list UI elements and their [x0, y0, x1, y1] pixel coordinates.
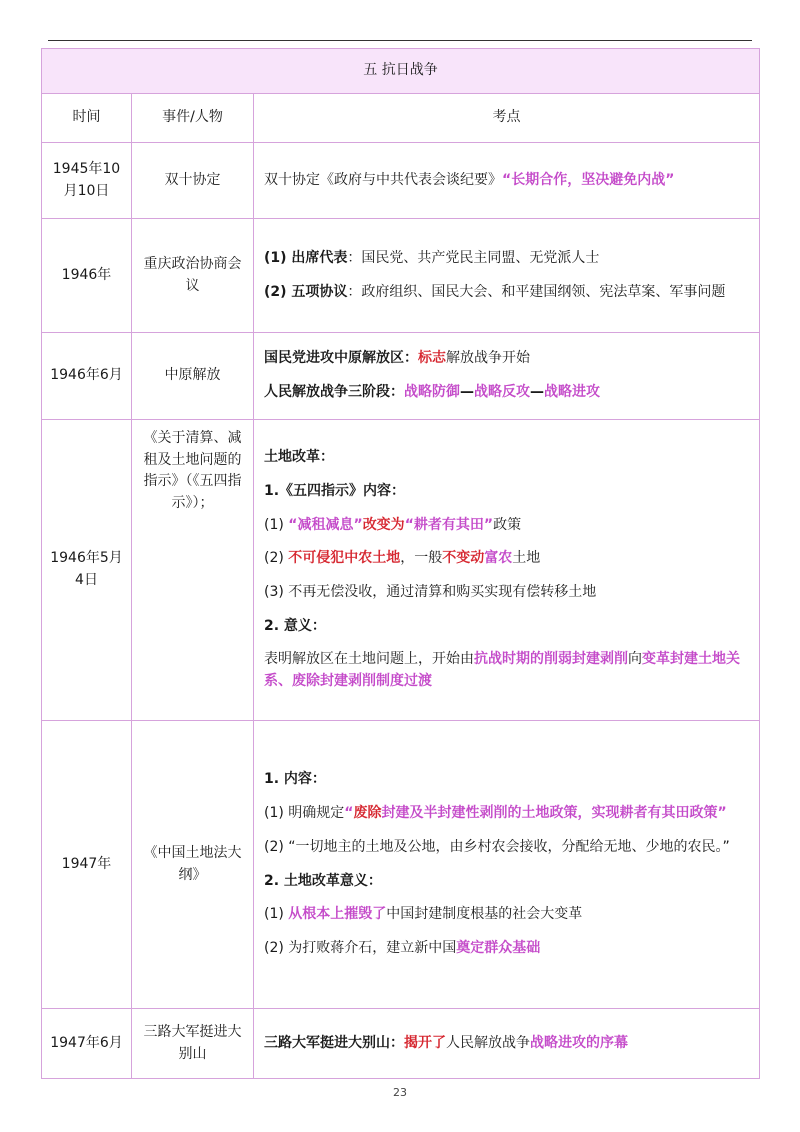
point-text: (1)	[264, 906, 289, 923]
bold-label: 人民解放战争三阶段：	[264, 384, 404, 400]
time-cell: 1945年10月10日	[42, 143, 132, 219]
pink-highlight: “减租减息”	[288, 516, 363, 533]
red-highlight: 揭开了	[404, 1034, 446, 1051]
point-line	[264, 248, 749, 270]
point-line	[264, 348, 749, 370]
event-cell: 中原解放	[132, 333, 254, 420]
pink-highlight: 战略进攻的序幕	[530, 1034, 628, 1051]
point-subheading: 1. 内容：	[264, 771, 326, 788]
pink-highlight: 战略进攻	[544, 384, 600, 400]
red-highlight: 废除	[353, 805, 382, 822]
point-text: 双十协定《政府与中共代表会谈纪要》	[264, 171, 502, 188]
pink-highlight: 抗战时期的削弱封建剥削	[474, 651, 628, 668]
page-number: 23	[393, 1086, 407, 1099]
bold-label: 三路大军挺进大别山：	[264, 1034, 404, 1051]
point-line	[264, 649, 749, 692]
point-line: (3) 不再无偿没收，通过清算和购买实现有偿转移土地	[264, 584, 597, 600]
red-highlight: 标志	[418, 350, 446, 367]
pink-highlight: “长期合作，坚决避免内战”	[502, 171, 675, 188]
title-row	[42, 49, 760, 94]
point-text: 政策	[493, 516, 522, 533]
header-event: 事件/人物	[132, 94, 254, 143]
point-text: ：政府组织、国民大会、和平建国纲领、宪法草案、军事问题	[347, 283, 726, 300]
point-text: (2)	[264, 550, 289, 567]
time-cell: 1946年	[42, 219, 132, 333]
header-time: 时间	[42, 94, 132, 143]
section-title: 五 抗日战争	[42, 49, 760, 94]
pink-highlight: 从根本上摧毁了	[288, 906, 387, 923]
pink-highlight: 富农	[484, 550, 513, 567]
table-row	[42, 721, 760, 1009]
bold-label: (1) 出席代表	[264, 249, 348, 266]
point-line	[264, 170, 749, 192]
time-cell: 1947年	[42, 721, 132, 1009]
bold-label: (2) 五项协议	[264, 283, 348, 300]
point-subheading: 2. 意义：	[264, 617, 326, 634]
event-cell: 重庆政治协商会议	[132, 219, 254, 333]
point-subheading: 1.《五四指示》内容：	[264, 482, 406, 499]
point-text: 向	[628, 651, 642, 668]
red-highlight: 不可侵犯中农土地	[288, 550, 401, 567]
point-text: 人民解放战争	[446, 1034, 530, 1051]
point-text: 表明解放区在土地问题上，开始由	[264, 651, 474, 668]
point-line	[264, 803, 749, 825]
point-text: 解放战争开始	[446, 350, 530, 367]
point-cell	[254, 143, 760, 219]
point-text: 中国封建制度根基的社会大变革	[386, 906, 583, 923]
pink-highlight: 变革封建土地关系、废除封建剥削制度过渡	[264, 651, 740, 690]
pink-highlight: 战略反攻	[474, 384, 530, 400]
top-rule	[48, 40, 752, 41]
dash: —	[460, 384, 474, 400]
bold-label: 国民党进攻中原解放区：	[264, 350, 418, 367]
point-text: 土地	[512, 550, 541, 567]
point-text: ，一般	[400, 550, 443, 567]
time-cell: 1946年5月4日	[42, 420, 132, 721]
point-cell	[254, 420, 760, 721]
table-row	[42, 333, 760, 420]
table-row	[42, 219, 760, 333]
pink-highlight: “耕者有其田”	[404, 516, 494, 533]
point-heading: 土地改革：	[264, 449, 334, 466]
pink-highlight: 战略防御	[404, 384, 460, 400]
point-cell	[254, 721, 760, 1009]
event-cell: 《关于清算、减租及土地问题的指示》（《五四指示》）；	[132, 420, 254, 721]
point-text: (1) 明确规定	[264, 805, 345, 822]
table-row	[42, 420, 760, 721]
event-cell: 双十协定	[132, 143, 254, 219]
event-cell: 三路大军挺进大别山	[132, 1009, 254, 1079]
point-subheading: 2. 土地改革意义：	[264, 872, 382, 889]
red-highlight: 不变动	[442, 550, 485, 567]
dash: —	[530, 384, 544, 400]
point-line	[264, 904, 749, 926]
point-cell	[254, 333, 760, 420]
pink-highlight: 奠定群众基础	[456, 939, 541, 956]
time-cell: 1946年6月	[42, 333, 132, 420]
point-line	[264, 515, 749, 537]
history-table	[41, 48, 760, 1079]
point-line: (2) “一切地主的土地及公地，由乡村农会接收，分配给无地、少地的农民。”	[264, 838, 730, 855]
pink-highlight: 封建及半封建性剥削的土地政策，实现耕者有其田政策”	[381, 805, 727, 822]
point-line	[264, 282, 749, 304]
point-text: (1)	[264, 516, 289, 533]
time-cell: 1947年6月	[42, 1009, 132, 1079]
point-line	[264, 1033, 749, 1055]
point-cell	[254, 1009, 760, 1079]
red-highlight: 改变为	[362, 516, 405, 533]
event-cell: 《中国土地法大纲》	[132, 721, 254, 1009]
point-cell	[254, 219, 760, 333]
header-point: 考点	[254, 94, 760, 143]
point-line	[264, 548, 749, 570]
table-row	[42, 1009, 760, 1079]
point-text: ：国民党、共产党民主同盟、无党派人士	[347, 249, 600, 266]
pink-highlight: “	[344, 805, 354, 822]
point-line	[264, 938, 749, 960]
table-row	[42, 143, 760, 219]
point-text: (2) 为打败蒋介石，建立新中国	[264, 939, 457, 956]
point-line	[264, 382, 749, 404]
header-row	[42, 94, 760, 143]
